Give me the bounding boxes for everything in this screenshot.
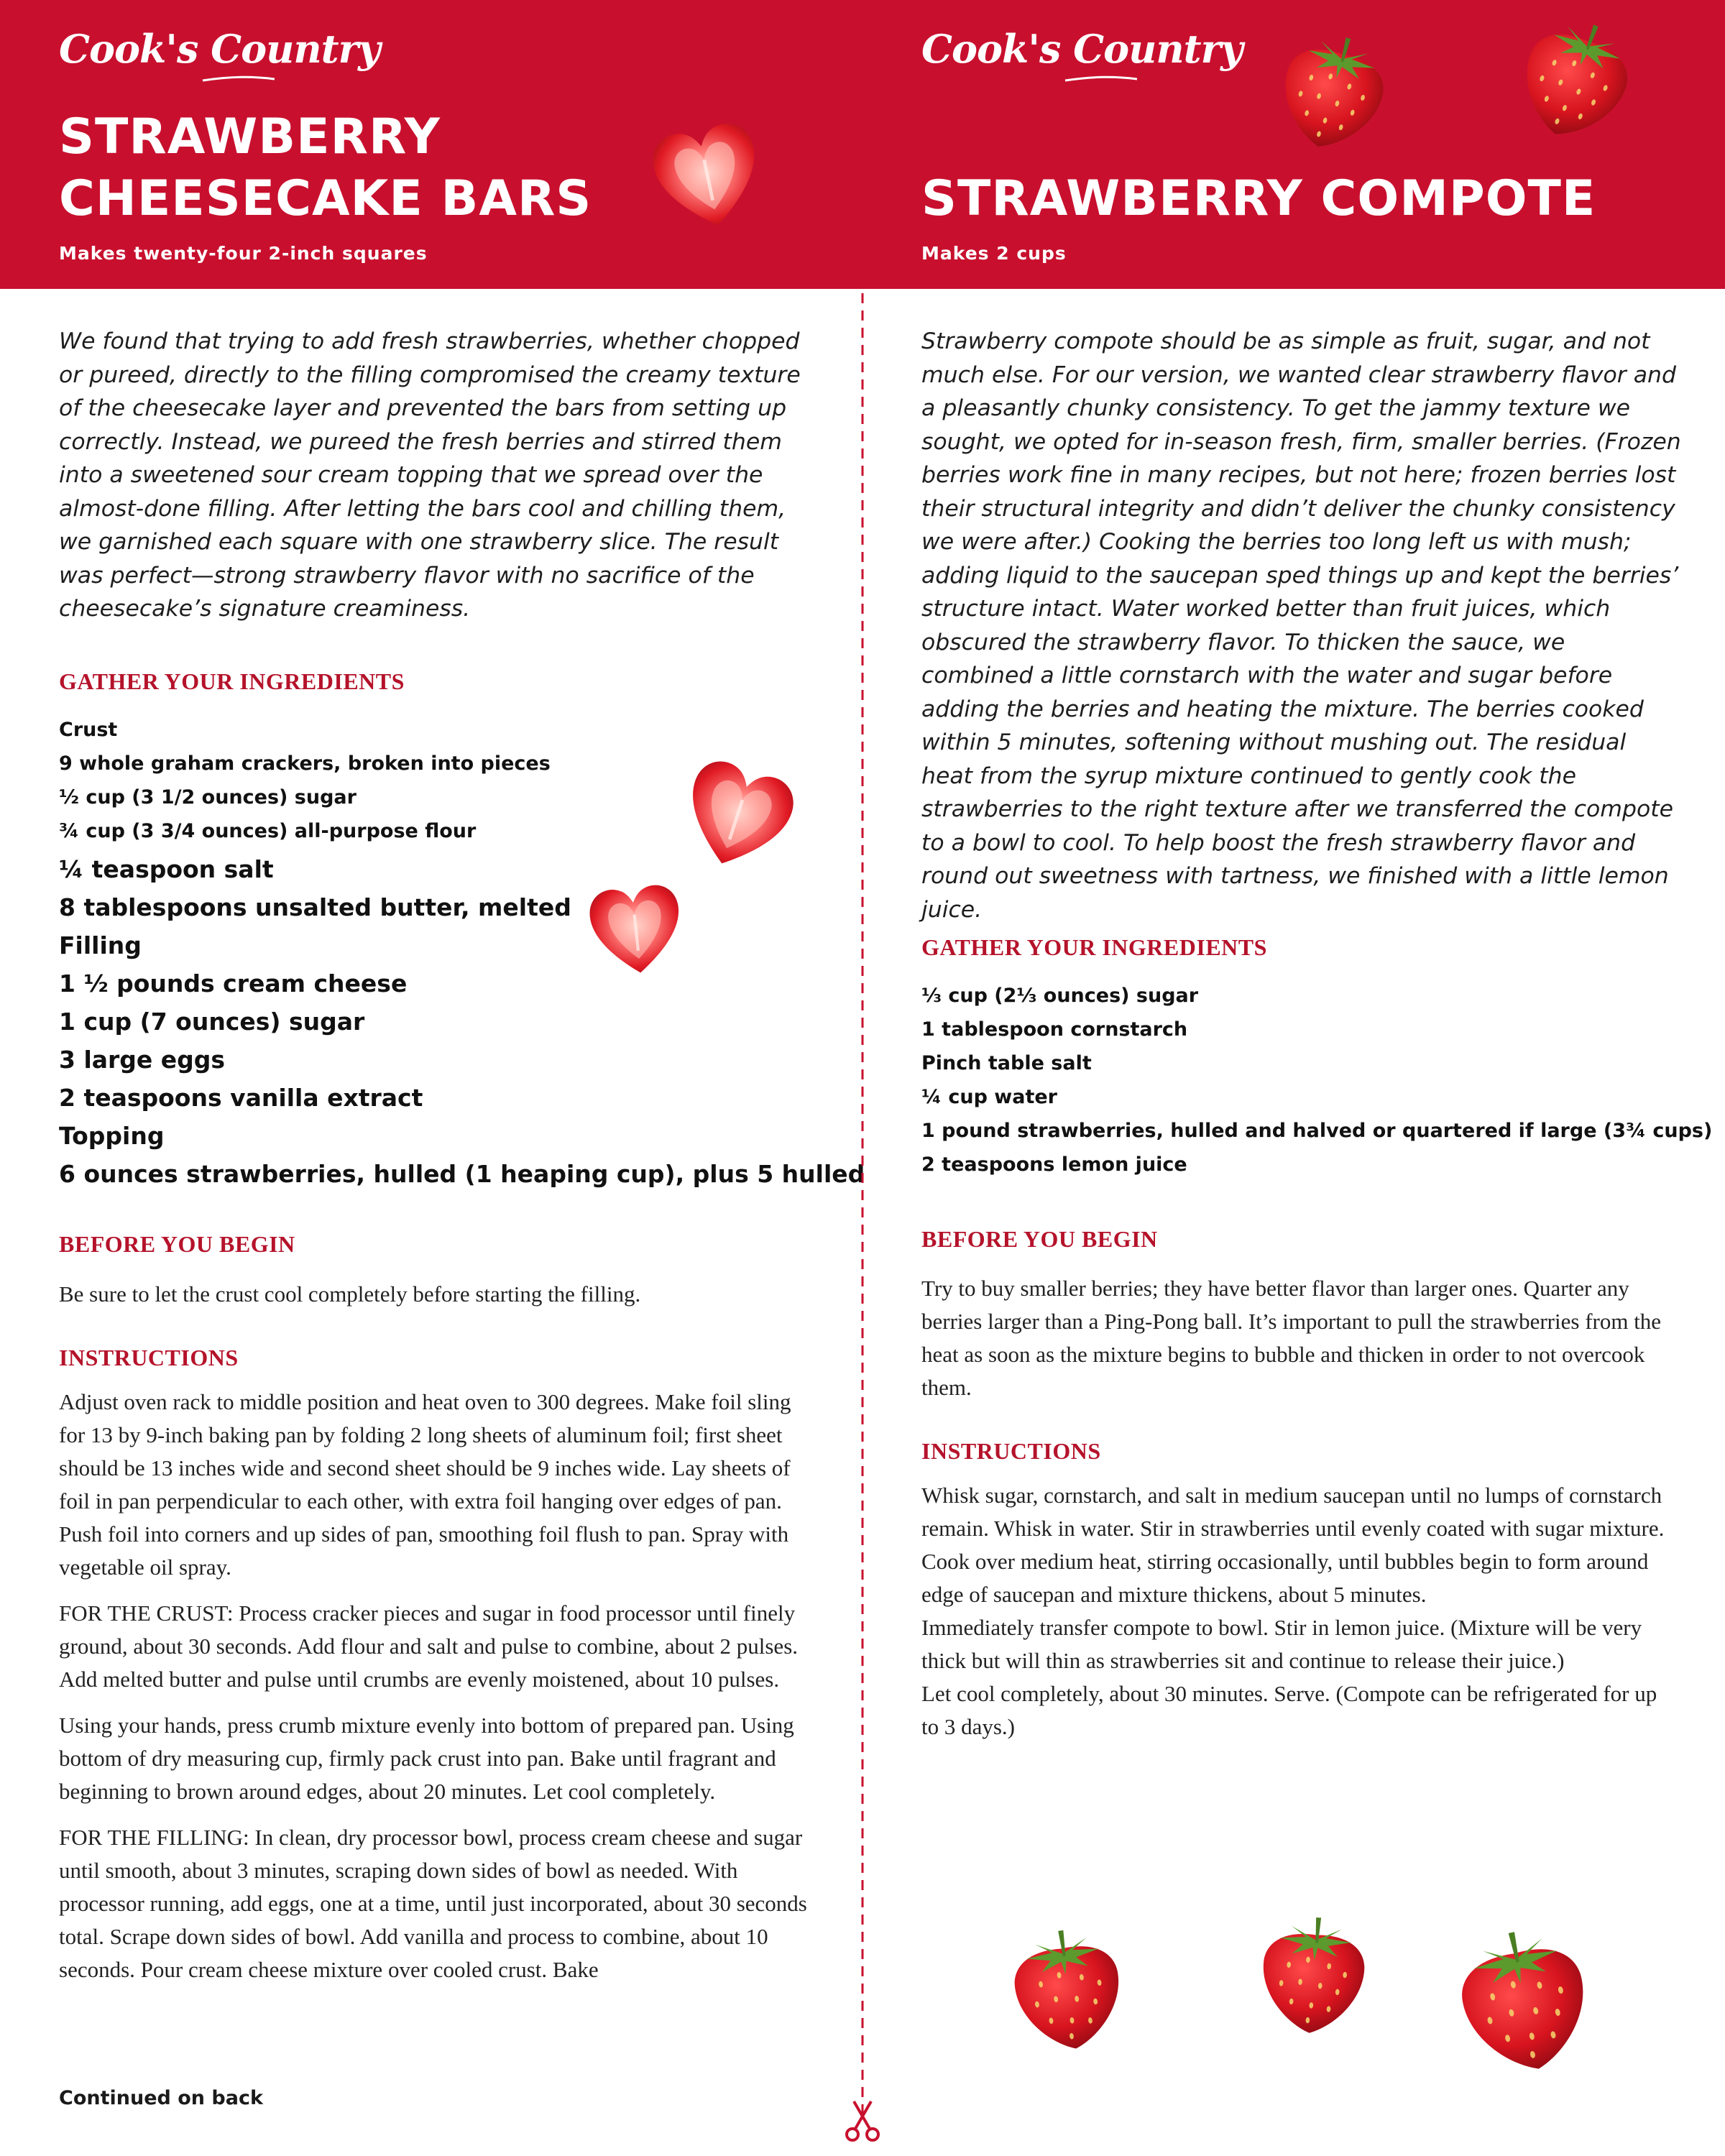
whole-strawberry-icon [1272,22,1394,158]
ingredient-item: ⅓ cup (2⅓ ounces) sugar [921,985,1199,1007]
gather-ingredients-heading: GATHER YOUR INGREDIENTS [59,668,405,694]
scissors-icon [844,2100,881,2143]
ingredient-subheading-topping: Topping [59,1122,165,1150]
brand-swoosh-icon [59,75,275,85]
before-you-begin-text: Be sure to let the crust cool completely before starting the filling. [59,1281,641,1307]
gather-ingredients-heading: GATHER YOUR INGREDIENTS [921,934,1267,960]
whole-strawberry-icon [1003,1915,1132,2059]
intro-paragraph: We found that trying to add fresh strawberries, whether chopped or pureed, directly to the filling compromised the creamy texture of the cheesecake layer and prevented the bars from setting up correctly. Instead, we pureed the fresh berries and stirred them into a sweetened sour cream topping that we spread over the almost-done filling. After letting the bars cool and chilling them, we garnished each square with one strawberry slice. The result was perfect—strong strawberry flavor with no sacrifice of the cheesecake’s signature creaminess. [59,328,801,622]
ingredient-item: 2 teaspoons vanilla extract [59,1084,423,1112]
whole-strawberry-icon [1448,1915,1599,2081]
instructions-list [921,1479,1676,1743]
strawberry-compote-card [862,0,1725,2156]
strawberry-slice-icon [586,877,686,985]
instruction-step: Using your hands, press crumb mixture evenly into bottom of prepared pan. Using bottom of dry measuring cup, firmly pack crust into pan. Bake until fragrant and beginning to brown around edges, about 20 minutes. Let cool completely. [59,1713,794,1804]
instruction-step: Let cool completely, about 30 minutes. Serve. (Compote can be refrigerated for up to 3 days.) [921,1681,1657,1739]
ingredient-item: 9 whole graham crackers, broken into pieces [59,752,551,775]
ingredient-subheading-filling: Filling [59,931,142,959]
yield-text: Makes twenty-four 2-inch squares [59,243,428,264]
brand-logo: Cook's Country [59,26,380,72]
instruction-step: Cook over medium heat, stirring occasionally, until bubbles begin to form around edge of saucepan and mixture thickens, about 5 minutes. [921,1549,1649,1607]
ingredient-item: ¾ cup (3 3/4 ounces) all-purpose flour [59,820,477,842]
instruction-step: FOR THE CRUST: Process cracker pieces and sugar in food processor until finely ground, about 30 seconds. Add flour and salt and pulse to combine, about 2 pulses. Add melted butter and pulse until crumbs are evenly moistened, about 10 pulses. [59,1600,799,1692]
instruction-step: FOR THE FILLING: In clean, dry processor bowl, process cream cheese and sugar until smooth, about 3 minutes, scraping down sides of bowl as needed. With processor running, add eggs, one at a time, until just incorporated, about 30 seconds total. Scrape down sides of bowl. Add vanilla and process to combine, about 10 seconds. Pour cream cheese mixture over cooled crust. Bake [59,1825,807,1982]
ingredient-item: 1 pound strawberries, hulled and halved or quartered if large (3¾ cups) [921,1120,1713,1142]
instructions-list [59,1386,814,1999]
strawberry-slice-icon [679,758,794,877]
ingredient-item: 1 ½ pounds cream cheese [59,969,408,998]
before-you-begin-text: Try to buy smaller berries; they have better flavor than larger ones. Quarter any berries larger than a Ping-Pong ball. It’s important to pull the strawberries from the heat as soon as the mixture begins to bubble and thicken in order to not overcook them. [921,1276,1662,1400]
ingredient-item: ¼ cup water [921,1086,1057,1108]
instructions-heading: INSTRUCTIONS [59,1345,239,1370]
continued-note: Continued on back [59,2087,263,2109]
intro-paragraph: Strawberry compote should be as simple as fruit, sugar, and not much else. For our version, we wanted clear strawberry flavor and a pleasantly chunky consistency. To get the jammy texture we sought, we opted for in-season fresh, firm, smaller berries. (Frozen berries work fine in many recipes, but not here; frozen berries lost their structural integrity and didn’t deliver the chunky consistency we were after.) Cooking the berries too long left us with mush; adding liquid to the saucepan sped things up and kept the berries’ structure intact. Water worked better than fruit juices, which obscured the strawberry flavor. To thicken the sauce, we combined a little cornstarch with the water and sugar before adding the berries and heating the mixture. The berries cooked within 5 minutes, softening without mushing out. The residual heat from the syrup mixture continued to gently cook the strawberries to the right texture after we transferred the compote to a bowl to cool. To help boost the fresh strawberry flavor and round out sweetness with tartness, we finished with a little lemon juice. [921,328,1681,923]
instruction-step: Whisk sugar, cornstarch, and salt in medium saucepan until no lumps of cornstarch remain. Whisk in water. Stir in strawberries until evenly coated with sugar mixture. [921,1483,1665,1541]
recipe-title [59,106,648,230]
whole-strawberry-icon [1513,7,1639,147]
ingredient-item: 3 large eggs [59,1046,226,1074]
ingredient-item: Pinch table salt [921,1052,1092,1074]
yield-text: Makes 2 cups [921,243,1067,264]
ingredient-item: 8 tablespoons unsalted butter, melted [59,893,571,921]
whole-strawberry-icon [1251,1901,1376,2045]
header-banner [862,0,1725,289]
instruction-step: Immediately transfer compote to bowl. Stir in lemon juice. (Mixture will be very thick but will thin as strawberries sit and continue to release their juice.) [921,1615,1642,1673]
brand-swoosh-icon [921,75,1137,85]
instructions-heading: INSTRUCTIONS [921,1438,1101,1464]
brand-logo: Cook's Country [921,26,1243,72]
ingredient-item: 1 tablespoon cornstarch [921,1018,1188,1041]
ingredient-item: 2 teaspoons lemon juice [921,1153,1187,1176]
ingredient-item: ¼ teaspoon salt [59,855,274,883]
ingredient-item: ½ cup (3 1/2 ounces) sugar [59,786,356,808]
title-line-1: STRAWBERRY [59,109,441,165]
title-line-2: CHEESECAKE BARS [59,170,592,227]
ingredient-item: 1 cup (7 ounces) sugar [59,1008,365,1036]
before-you-begin-heading: BEFORE YOU BEGIN [921,1226,1158,1252]
ingredient-subheading-crust: Crust [59,719,118,741]
recipe-title: STRAWBERRY COMPOTE [921,170,1596,227]
cut-line [860,0,865,2120]
ingredient-item: 6 ounces strawberries, hulled (1 heaping cup), plus 5 hulled [59,1160,865,1188]
before-you-begin-heading: BEFORE YOU BEGIN [59,1231,295,1257]
instruction-step: Adjust oven rack to middle position and heat oven to 300 degrees. Make foil sling for 13 by 9-inch baking pan by folding 2 long sheets of aluminum foil; first sheet should be 13 inches wide and second sheet should be 9 inches wide. Lay sheets of foil in pan perpendicular to each other, with extra foil hanging over edges of pan. Push foil into corners and up sides of pan, smoothing foil flush to pan. Spray with vegetable oil spray. [59,1389,791,1580]
header-banner [0,0,862,289]
strawberry-slice-icon [650,119,765,237]
